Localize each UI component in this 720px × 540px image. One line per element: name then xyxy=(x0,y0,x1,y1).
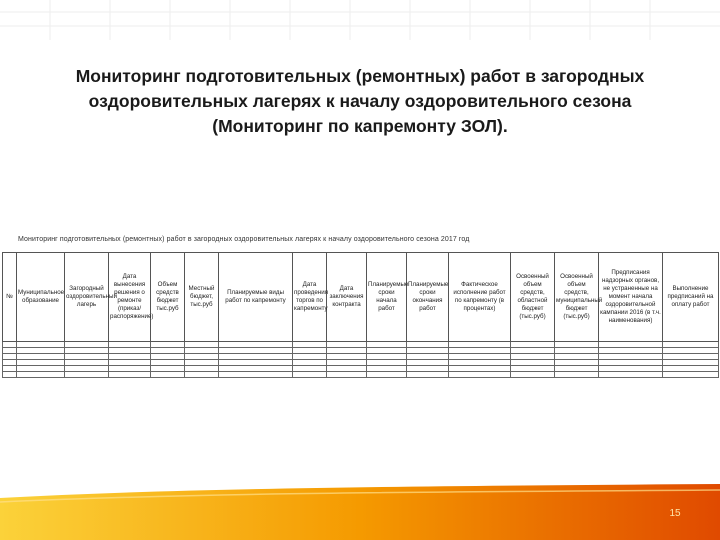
table-cell xyxy=(407,372,449,378)
slide-title xyxy=(50,64,670,139)
table-cell xyxy=(219,372,293,378)
column-header: Местный бюджет, тыс.руб xyxy=(185,253,219,342)
table-cell xyxy=(555,372,599,378)
column-header: Муниципальное образование xyxy=(17,253,65,342)
column-header: Загородный оздоровительный лагерь xyxy=(65,253,109,342)
table-cell xyxy=(17,372,65,378)
table-cell xyxy=(151,372,185,378)
table-cell xyxy=(599,372,663,378)
table-header-row xyxy=(3,253,719,342)
table-cell xyxy=(663,372,719,378)
column-header: Дата вынесения решения о ремонте (приказ/распоряжение) xyxy=(109,253,151,342)
column-header: Дата проведения торгов по капремонту xyxy=(293,253,327,342)
column-header: Дата заключения контракта xyxy=(327,253,367,342)
footer-swoosh xyxy=(0,480,720,540)
table-cell xyxy=(293,372,327,378)
table-row xyxy=(3,372,719,378)
table-cell xyxy=(511,372,555,378)
column-header: Планируемые сроки окончания работ xyxy=(407,253,449,342)
page-number: 15 xyxy=(669,508,681,519)
column-header: Фактическое исполнение работ по капремонту (в процентах) xyxy=(449,253,511,342)
table-cell xyxy=(367,372,407,378)
spreadsheet-caption: Мониторинг подготовительных (ремонтных) работ в загородных оздоровительных лагерях к началу оздоровительного сезона 2017 год xyxy=(18,236,470,243)
column-header: Планируемые виды работ по капремонту xyxy=(219,253,293,342)
title-line-2: оздоровительных лагерях к началу оздоровительного сезона xyxy=(88,91,632,111)
faint-background-grid xyxy=(0,0,720,40)
table-cell xyxy=(109,372,151,378)
column-header: Освоенный объем средств, областной бюджет (тыс.руб) xyxy=(511,253,555,342)
title-line-3: (Мониторинг по капремонту ЗОЛ). xyxy=(212,116,508,136)
table-cell xyxy=(327,372,367,378)
column-header: Выполнение предписаний на оплату работ xyxy=(663,253,719,342)
table-body xyxy=(3,342,719,378)
table-cell xyxy=(65,372,109,378)
column-header: № xyxy=(3,253,17,342)
monitoring-table xyxy=(2,252,719,378)
table-cell xyxy=(3,372,17,378)
table-cell xyxy=(185,372,219,378)
column-header: Планируемые сроки начала работ xyxy=(367,253,407,342)
column-header: Освоенный объем средств, муниципальный бюджет (тыс.руб) xyxy=(555,253,599,342)
column-header: Объем средств бюджет тыс.руб xyxy=(151,253,185,342)
column-header: Предписания надзорных органов, не устраненные на момент начала оздоровительной кампании 2016 (в т.ч. наименования) xyxy=(599,253,663,342)
table-cell xyxy=(449,372,511,378)
title-line-1: Мониторинг подготовительных (ремонтных) работ в загородных xyxy=(75,66,645,86)
